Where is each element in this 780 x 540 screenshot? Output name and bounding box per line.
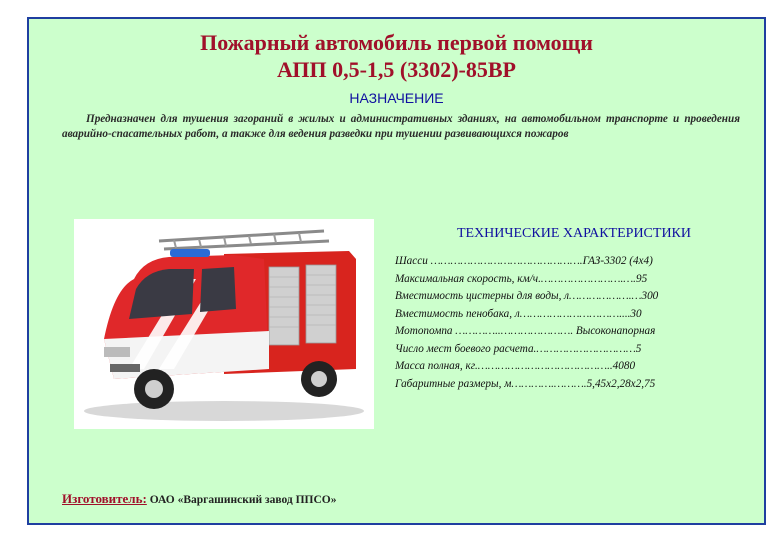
spec-line: Габаритные размеры, м………….……….5,45х2,28х2,75 xyxy=(395,377,656,390)
spec-line: Максимальная скорость, км/ч.…………………….….95 xyxy=(395,272,648,285)
title-line-1: Пожарный автомобиль первой помощи xyxy=(200,30,593,55)
fire-truck-illustration xyxy=(74,219,374,429)
manufacturer-name: ОАО «Варгашинский завод ППСО» xyxy=(149,494,337,506)
spec-line: Шасси ……………………………………….ГАЗ-3302 (4х4) xyxy=(395,255,653,267)
purpose-text: Предназначен для тушения загораний в жилых и административных зданиях, на автомобильном транспорте и проведения аварийно-спасательных работ, а также для ведения разведки при тушении развивающихся пожаров xyxy=(62,113,740,140)
fire-truck-photo xyxy=(74,219,374,429)
manufacturer xyxy=(62,491,336,507)
spec-line: Число мест боевого расчета.…………………………5 xyxy=(395,342,642,355)
specs-heading: ТЕХНИЧЕСКИЕ ХАРАКТЕРИСТИКИ xyxy=(456,226,692,241)
manufacturer-label: Изготовитель: xyxy=(62,491,147,506)
slide xyxy=(27,17,766,525)
specs-list xyxy=(395,253,755,393)
spec-line: Вместимость пенобака, л…………………………....30 xyxy=(395,307,642,320)
spec-line: Масса полная, кг.…………………………………..4080 xyxy=(395,360,636,372)
purpose-heading: НАЗНАЧЕНИЕ xyxy=(349,90,444,106)
title-line-2: АПП 0,5-1,5 (3302)-85ВР xyxy=(277,57,516,82)
spec-line: Мотопомпа …………..…………………. Высоконапорная xyxy=(395,325,656,337)
spec-line: Вместимость цистерны для воды, л……………….…300 xyxy=(395,290,659,302)
